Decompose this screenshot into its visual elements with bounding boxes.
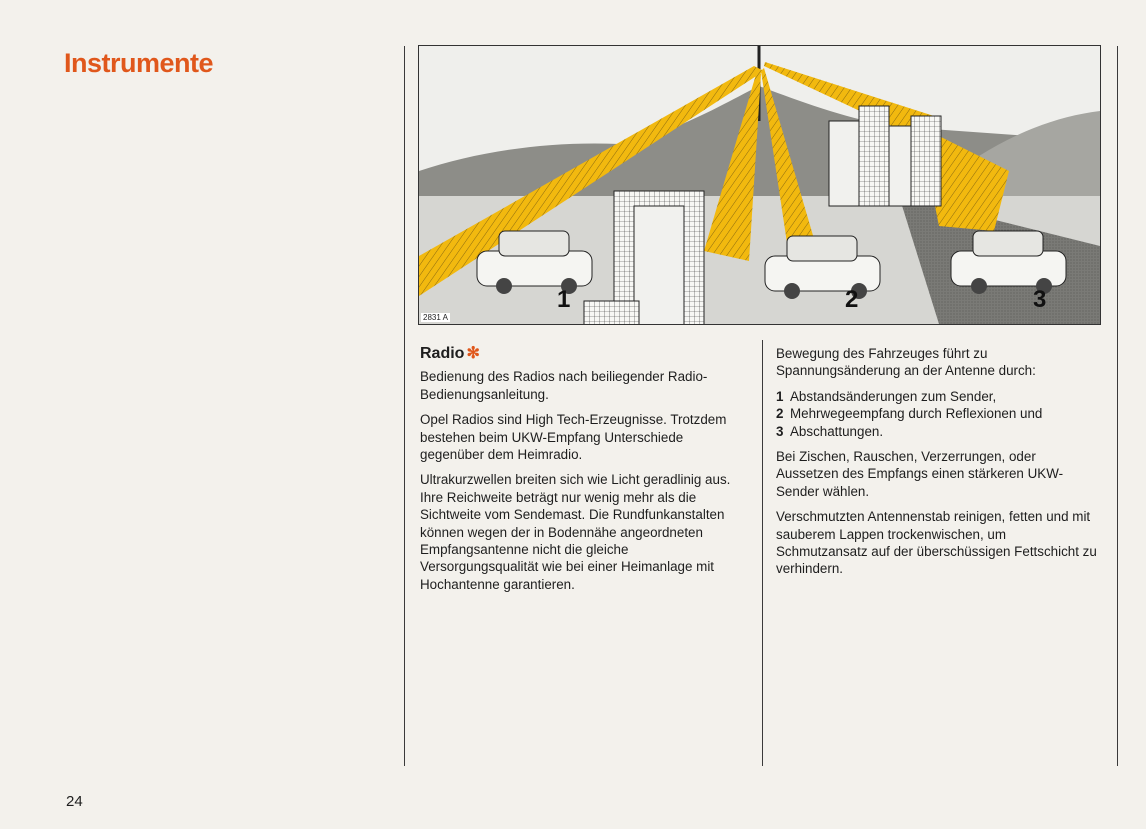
marker-1: 1 <box>557 286 571 313</box>
page-number: 24 <box>66 793 83 810</box>
left-text-column <box>420 345 742 601</box>
list-item <box>776 405 1101 422</box>
figure-code: 2831 A <box>423 313 448 322</box>
paragraph: Bei Zischen, Rauschen, Verzerrungen, oder Aussetzen des Empfangs einen stärkeren UKW-Sender wählen. <box>776 449 1064 499</box>
cause-list <box>776 388 1101 440</box>
building-right-4 <box>829 121 859 206</box>
paragraph: Opel Radios sind High Tech-Erzeugnisse. Trotzdem bestehen beim UKW-Empfang Unterschiede gegenüber dem Heimradio. <box>420 412 727 463</box>
paragraph: Ultrakurzwellen breiten sich wie Licht geradlinig aus. Ihre Reichweite beträgt nur wenig mehr als die Sichtweite vom Sendemast. Die Rundfunkanstalten können wegen der in Bodennähe angeordneten Empfangsantenne nicht die gleiche Versorgungsqualität wie bei einer Heimanlage mit Hochantenne garantieren. <box>420 472 731 592</box>
column-divider-middle <box>762 340 763 766</box>
building-right-2 <box>889 126 911 206</box>
radio-heading <box>420 345 742 362</box>
building-right-1 <box>859 106 889 206</box>
illustration-drawing <box>419 46 1100 324</box>
asterisk-icon: ✻ <box>466 345 480 362</box>
paragraph: Verschmutzten Antennenstab reinigen, fetten und mit sauberem Lappen trockenwischen, um Schmutzansatz auf der überschüssigen Fettschicht zu verhindern. <box>776 509 1097 577</box>
list-number: 3 <box>776 423 784 439</box>
radio-heading-label: Radio <box>420 345 465 362</box>
marker-3: 3 <box>1033 286 1047 313</box>
list-number: 1 <box>776 388 784 404</box>
intro-paragraph: Bewegung des Fahrzeuges führt zu Spannungsänderung an der Antenne durch: <box>776 346 1036 379</box>
list-text: Abstandsänderungen zum Sender, <box>790 388 997 404</box>
column-divider-left <box>404 46 405 766</box>
column-divider-right <box>1117 46 1118 766</box>
marker-2: 2 <box>845 286 859 313</box>
list-text: Abschattungen. <box>790 423 884 439</box>
list-text: Mehrwegeempfang durch Reflexionen und <box>790 406 1043 422</box>
section-title: Instrumente <box>64 48 214 78</box>
paragraph: Bedienung des Radios nach beiliegender Radio-Bedienungsanleitung. <box>420 369 708 402</box>
list-item <box>776 388 1101 405</box>
radio-reception-illustration <box>418 45 1101 325</box>
building-right-3 <box>911 116 941 206</box>
list-item <box>776 423 1101 440</box>
right-text-column <box>776 345 1101 586</box>
list-number: 2 <box>776 406 784 422</box>
